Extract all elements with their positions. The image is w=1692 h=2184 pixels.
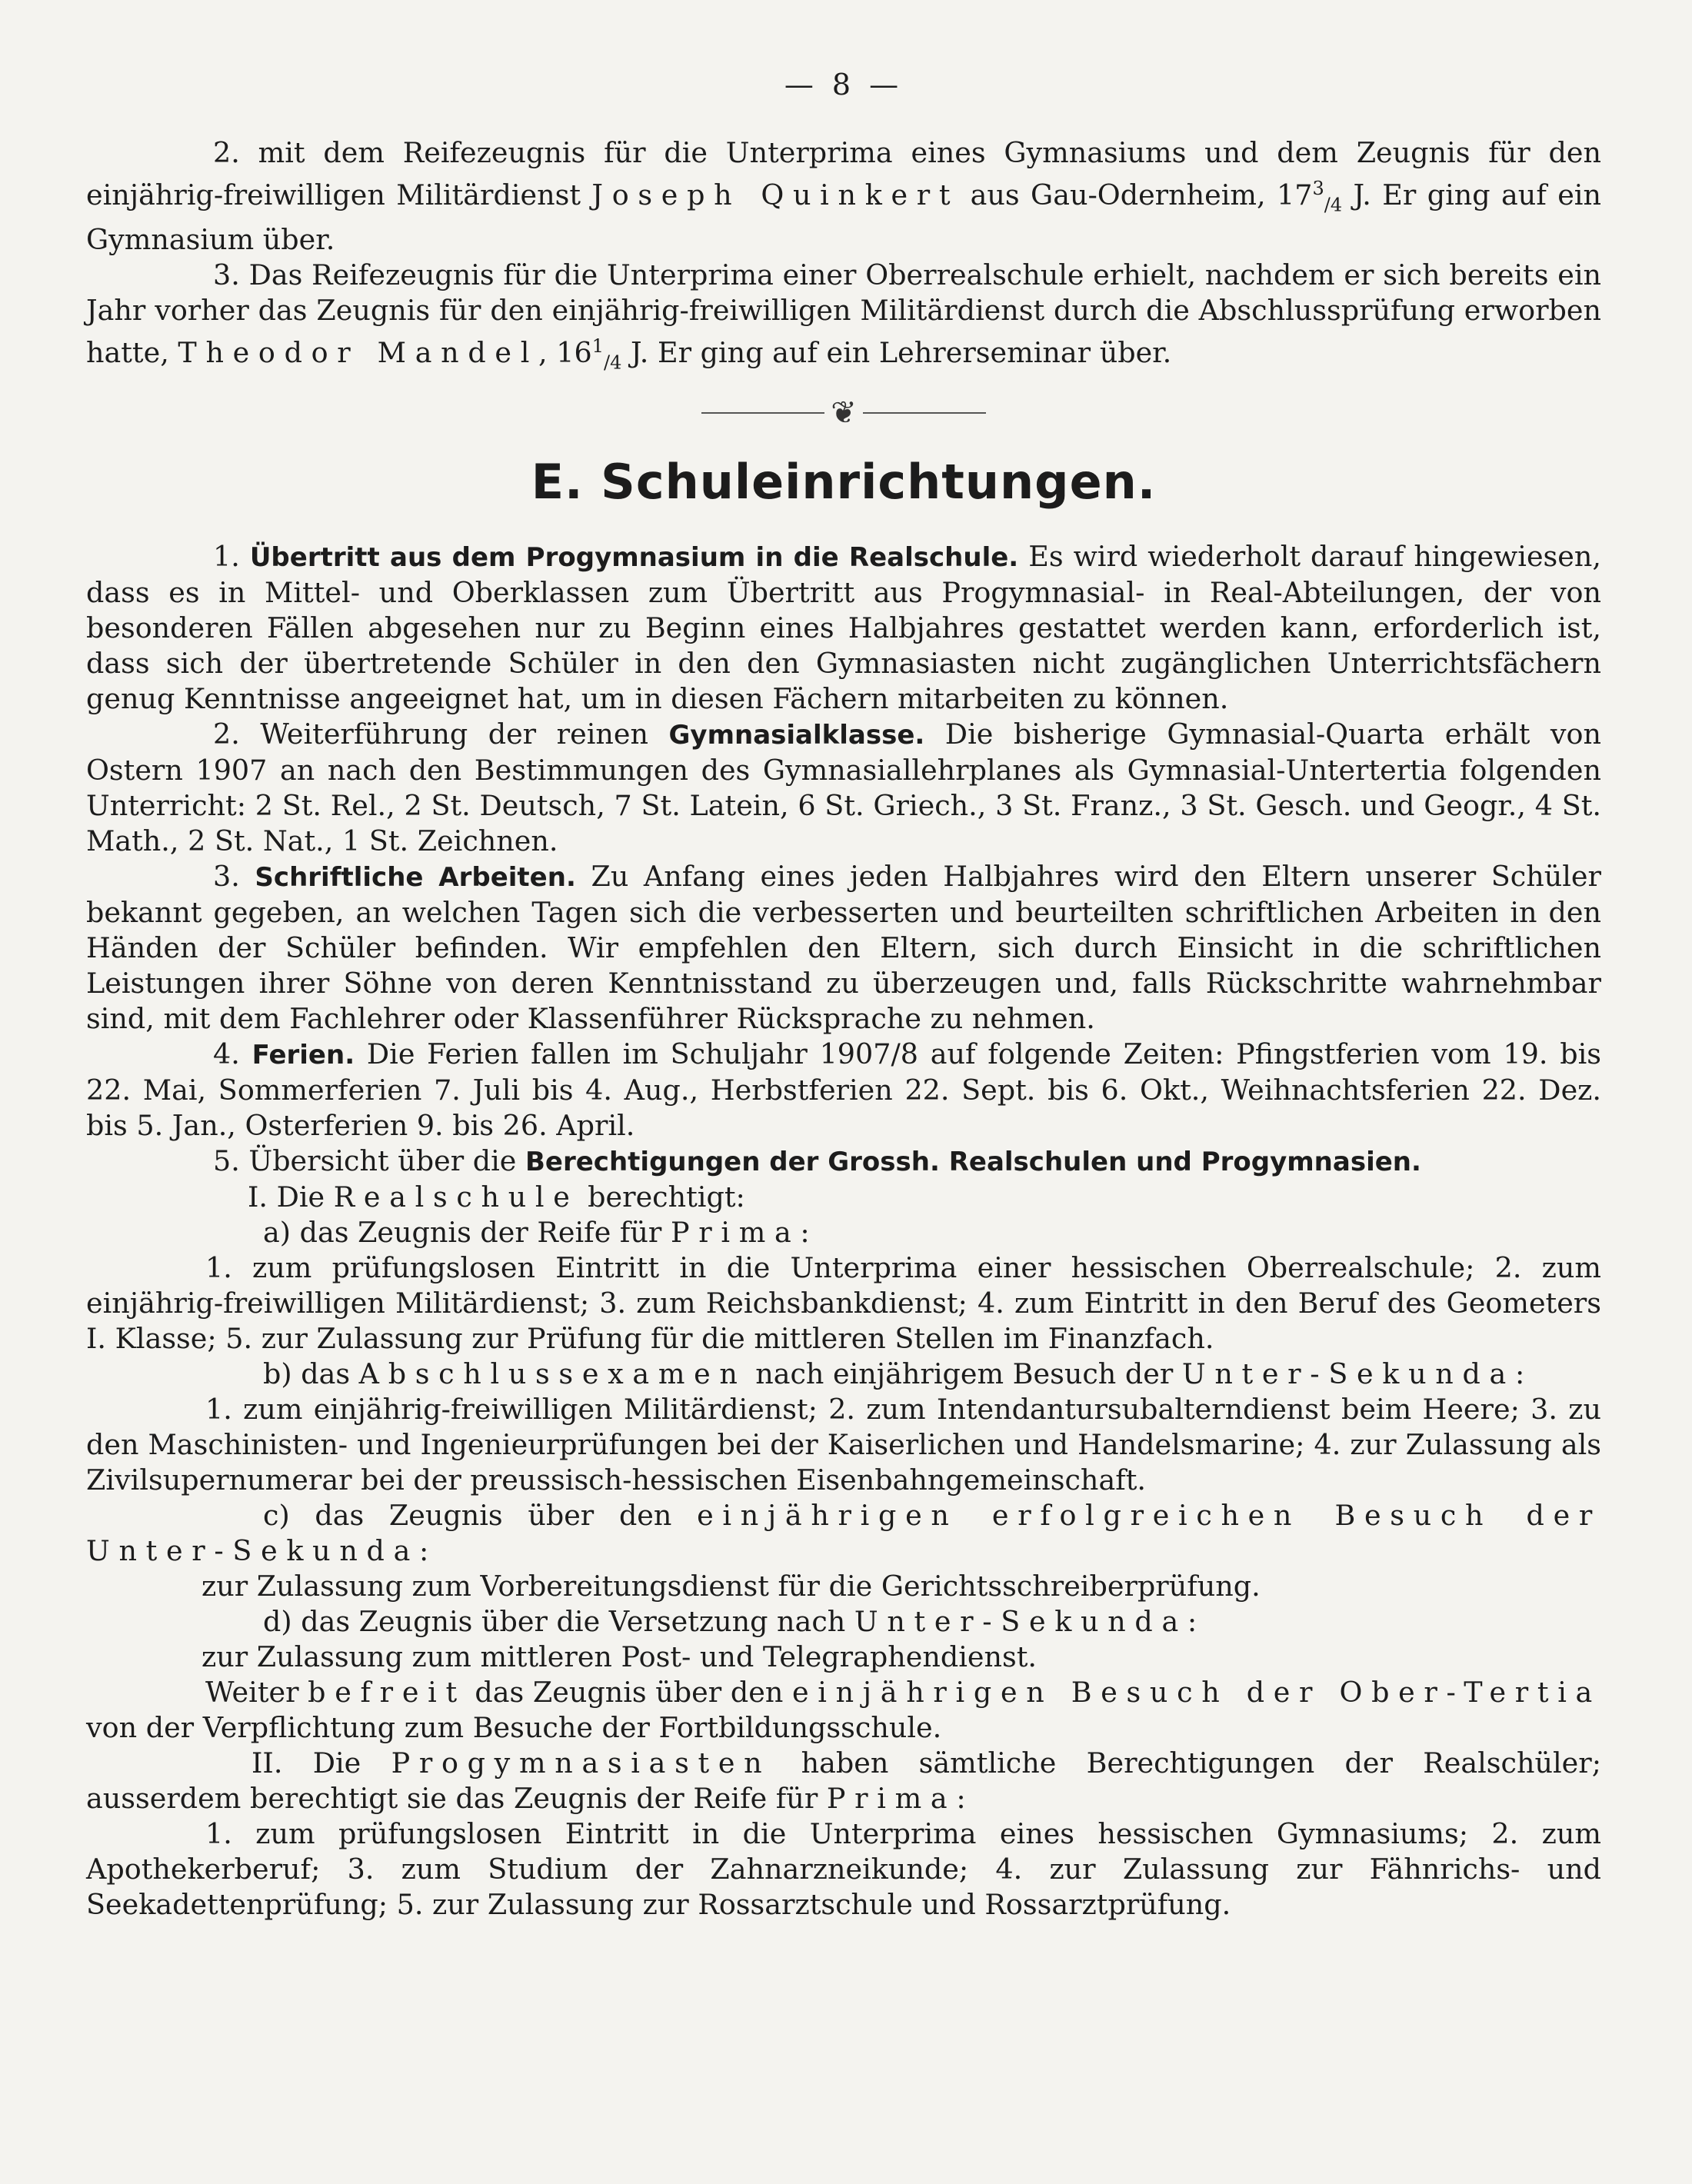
fraction-denominator: /4 (603, 351, 622, 374)
text-span: : (1187, 1604, 1197, 1638)
text-span: Weiter (205, 1675, 308, 1709)
item-number: 1. (213, 539, 250, 573)
text-span: 3. Das Reifezeugnis für die Unterprima einer Oberrealschule erhielt, nachdem er sich bereits ein Jahr vorher das Zeugnis für den einjährig-freiwilligen Militärdienst durch die Abschlussprüfung erworben hatte, (86, 258, 1601, 370)
realschule-c-heading (86, 1498, 1601, 1569)
realschule-a-text: 1. zum prüfungslosen Eintritt in die Unterprima einer hessischen Oberrealschule; 2. zum einjährig-freiwilligen Militärdienst; 3. zum Reichsbankdienst; 4. zum Eintritt in den Beruf des Geometers I. Klasse; 5. zur Zulassung zur Prüfung für die mittleren Stellen im Finanzfach. (86, 1250, 1601, 1355)
student-name: Theodor Mandel (178, 336, 539, 370)
spaced-term: Prima (826, 1781, 957, 1815)
spaced-term: Realschule (333, 1180, 579, 1214)
item-heading: Ferien. (251, 1039, 355, 1070)
text-span: von der Verpflichtung zum Besuche der Fortbildungsschule. (86, 1710, 942, 1744)
fraction-denominator: /4 (1324, 194, 1343, 216)
spaced-term: Progymnasiasten (391, 1746, 771, 1779)
text-span: , 16 (538, 336, 592, 370)
text-span: Es wird wiederholt darauf hingewiesen, dass es in Mittel- und Oberklassen zum Übertritt aus Progymnasial- in Real-Abteilungen, der von besonderen Fällen abgesehen nur zu Beginn eines Halbjahres gestattet werden kann, erforderlich ist, dass sich der übertretende Schüler in den den Gymnasiasten nicht zugänglichen Unterrichtsfächern genug Kenntnisse angeeignet hat, um in diesen Fächern mitarbeiten zu können. (86, 539, 1601, 715)
item-2-paragraph (86, 717, 1601, 859)
text-span: : (1514, 1357, 1525, 1390)
paragraph-graduate-3 (86, 258, 1601, 380)
item-number: 4. (213, 1037, 252, 1070)
student-name: Joseph Quinkert (591, 178, 960, 212)
progymnasium-intro (86, 1746, 1601, 1816)
text-span: d) das Zeugnis über die Versetzung nach (263, 1604, 854, 1638)
fleuron-icon: ❦ (831, 395, 857, 431)
text-span: Zu Anfang eines jeden Halbjahres wird den Eltern unserer Schüler bekannt gegeben, an welchen Tagen sich die verbesserten und beurteilten schriftlichen Arbeiten in den Händen der Schüler befinden. Wir empfehlen den Eltern, sich durch Einsicht in die schriftlichen Leistungen ihrer Söhne von deren Kenntnisstand zu überzeugen und, falls Rückschritte wahrnehmbar sind, mit dem Fachlehrer oder Klassenführer Rücksprache zu nehmen. (86, 859, 1601, 1035)
text-span: aus Gau-Odernheim, 17 (959, 178, 1313, 212)
fraction-numerator: 3 (1312, 178, 1324, 199)
text-span: : (419, 1533, 429, 1567)
item-heading: Übertritt aus dem Progymnasium in die Realschule. (249, 541, 1019, 573)
spaced-term: Unter-Sekunda (854, 1604, 1187, 1638)
text-span: J. Er ging auf ein Gymnasium über. (86, 178, 1601, 257)
realschule-b-text: 1. zum einjährig-freiwilligen Militärdienst; 2. zum Intendantursubalterndienst beim Heere; 3. zu den Maschinisten- und Ingenieurprüfungen bei der Kaiserlichen und Handelsmarine; 4. zur Zulassung als Zivilsupernumerar bei der preussisch-hessischen Eisenbahngemeinschaft. (86, 1392, 1601, 1497)
realschule-d-heading (86, 1604, 1601, 1640)
item-heading: Gymnasialklasse. (668, 719, 925, 751)
realschule-intro (86, 1180, 1601, 1215)
text-span: haben sämtliche Berechtigungen der Realschüler; ausserdem berechtigt sie das Zeugnis der Reife für (86, 1746, 1601, 1815)
realschule-weiter (86, 1675, 1601, 1746)
divider-line-right (863, 412, 986, 414)
progymnasium-text: 1. zum prüfungslosen Eintritt in die Unterprima eines hessischen Gymnasiums; 2. zum Apothekerberuf; 3. zum Studium der Zahnarzneikunde; 4. zur Zulassung zur Fähnrichs- und Seekadettenprüfung; 5. zur Zulassung zur Rossarztschule und Rossarztprüfung. (86, 1816, 1601, 1921)
spaced-term: Abschlussexamen (358, 1357, 747, 1390)
text-span: 5. Übersicht über die (213, 1144, 525, 1177)
text-span: J. Er ging auf ein Lehrerseminar über. (621, 336, 1172, 370)
section-title: E. Schuleinrichtungen. (531, 453, 1157, 510)
divider-line-left (701, 412, 824, 414)
item-4-paragraph (86, 1037, 1601, 1144)
spaced-term: Unter-Sekunda (1181, 1357, 1515, 1390)
text-span: Die Ferien fallen im Schuljahr 1907/8 auf folgende Zeiten: Pfingstferien vom 19. bis 22. Mai, Sommerferien 7. Juli bis 4. Aug., Herbstferien 22. Sept. bis 6. Okt., Weihnachtsferien 22. Dez. bis 5. Jan., Osterferien 9. bis 26. April. (86, 1037, 1601, 1142)
text-span: : (956, 1781, 966, 1815)
item-heading: Schriftliche Arbeiten. (255, 861, 576, 893)
text-span: : (800, 1215, 810, 1249)
text-span: a) das Zeugnis der Reife für (263, 1215, 671, 1249)
spaced-term: befreit (308, 1675, 466, 1709)
spaced-term: einjährigen erfolgreichen Besuch der Unter-Sekunda (86, 1498, 1601, 1567)
paragraph-graduate-2 (86, 135, 1601, 258)
text-span: I. Die (248, 1180, 334, 1214)
realschule-d-text: zur Zulassung zum mittleren Post- und Telegraphendienst. (202, 1640, 1037, 1673)
text-span: 2. mit dem Reifezeugnis für die Unterprima eines Gymnasiums und dem Zeugnis für den einjährig-freiwilligen Militärdienst (86, 136, 1601, 212)
item-5-paragraph (86, 1144, 1601, 1180)
item-1-paragraph (86, 539, 1601, 717)
item-3-paragraph (86, 859, 1601, 1037)
text-span: II. Die (251, 1746, 391, 1779)
fraction-numerator: 1 (591, 335, 604, 358)
item-number: 3. (213, 859, 255, 893)
text-span: c) das Zeugnis über den (263, 1498, 698, 1532)
text-span: 2. Weiterführung der reinen (213, 717, 669, 751)
realschule-c-text: zur Zulassung zum Vorbereitungsdienst für die Gerichtsschreiberprüfung. (202, 1569, 1261, 1603)
text-span: nach einjährigem Besuch der (746, 1357, 1182, 1390)
text-span: das Zeugnis über den (465, 1675, 792, 1709)
text-span: b) das (263, 1357, 359, 1390)
page-number: — 8 — (784, 68, 904, 102)
spaced-term: einjährigen Besuch der Ober-Tertia (791, 1675, 1602, 1709)
section-divider (86, 395, 1601, 431)
item-heading: Berechtigungen der Grossh. Realschulen und Progymnasien. (525, 1146, 1421, 1177)
spaced-term: Prima (670, 1215, 801, 1249)
realschule-a-heading (86, 1215, 1601, 1250)
text-span: berechtigt: (578, 1180, 745, 1214)
realschule-b-heading (86, 1357, 1601, 1392)
text-span: Die bisherige Gymnasial-Quarta erhält von Ostern 1907 an nach den Bestimmungen des Gymnasiallehrplanes als Gymnasial-Untertertia folgenden Unterricht: 2 St. Rel., 2 St. Deutsch, 7 St. Latein, 6 St. Griech., 3 St. Franz., 3 St. Gesch. und Geogr., 4 St. Math., 2 St. Nat., 1 St. Zeichnen. (86, 717, 1601, 857)
